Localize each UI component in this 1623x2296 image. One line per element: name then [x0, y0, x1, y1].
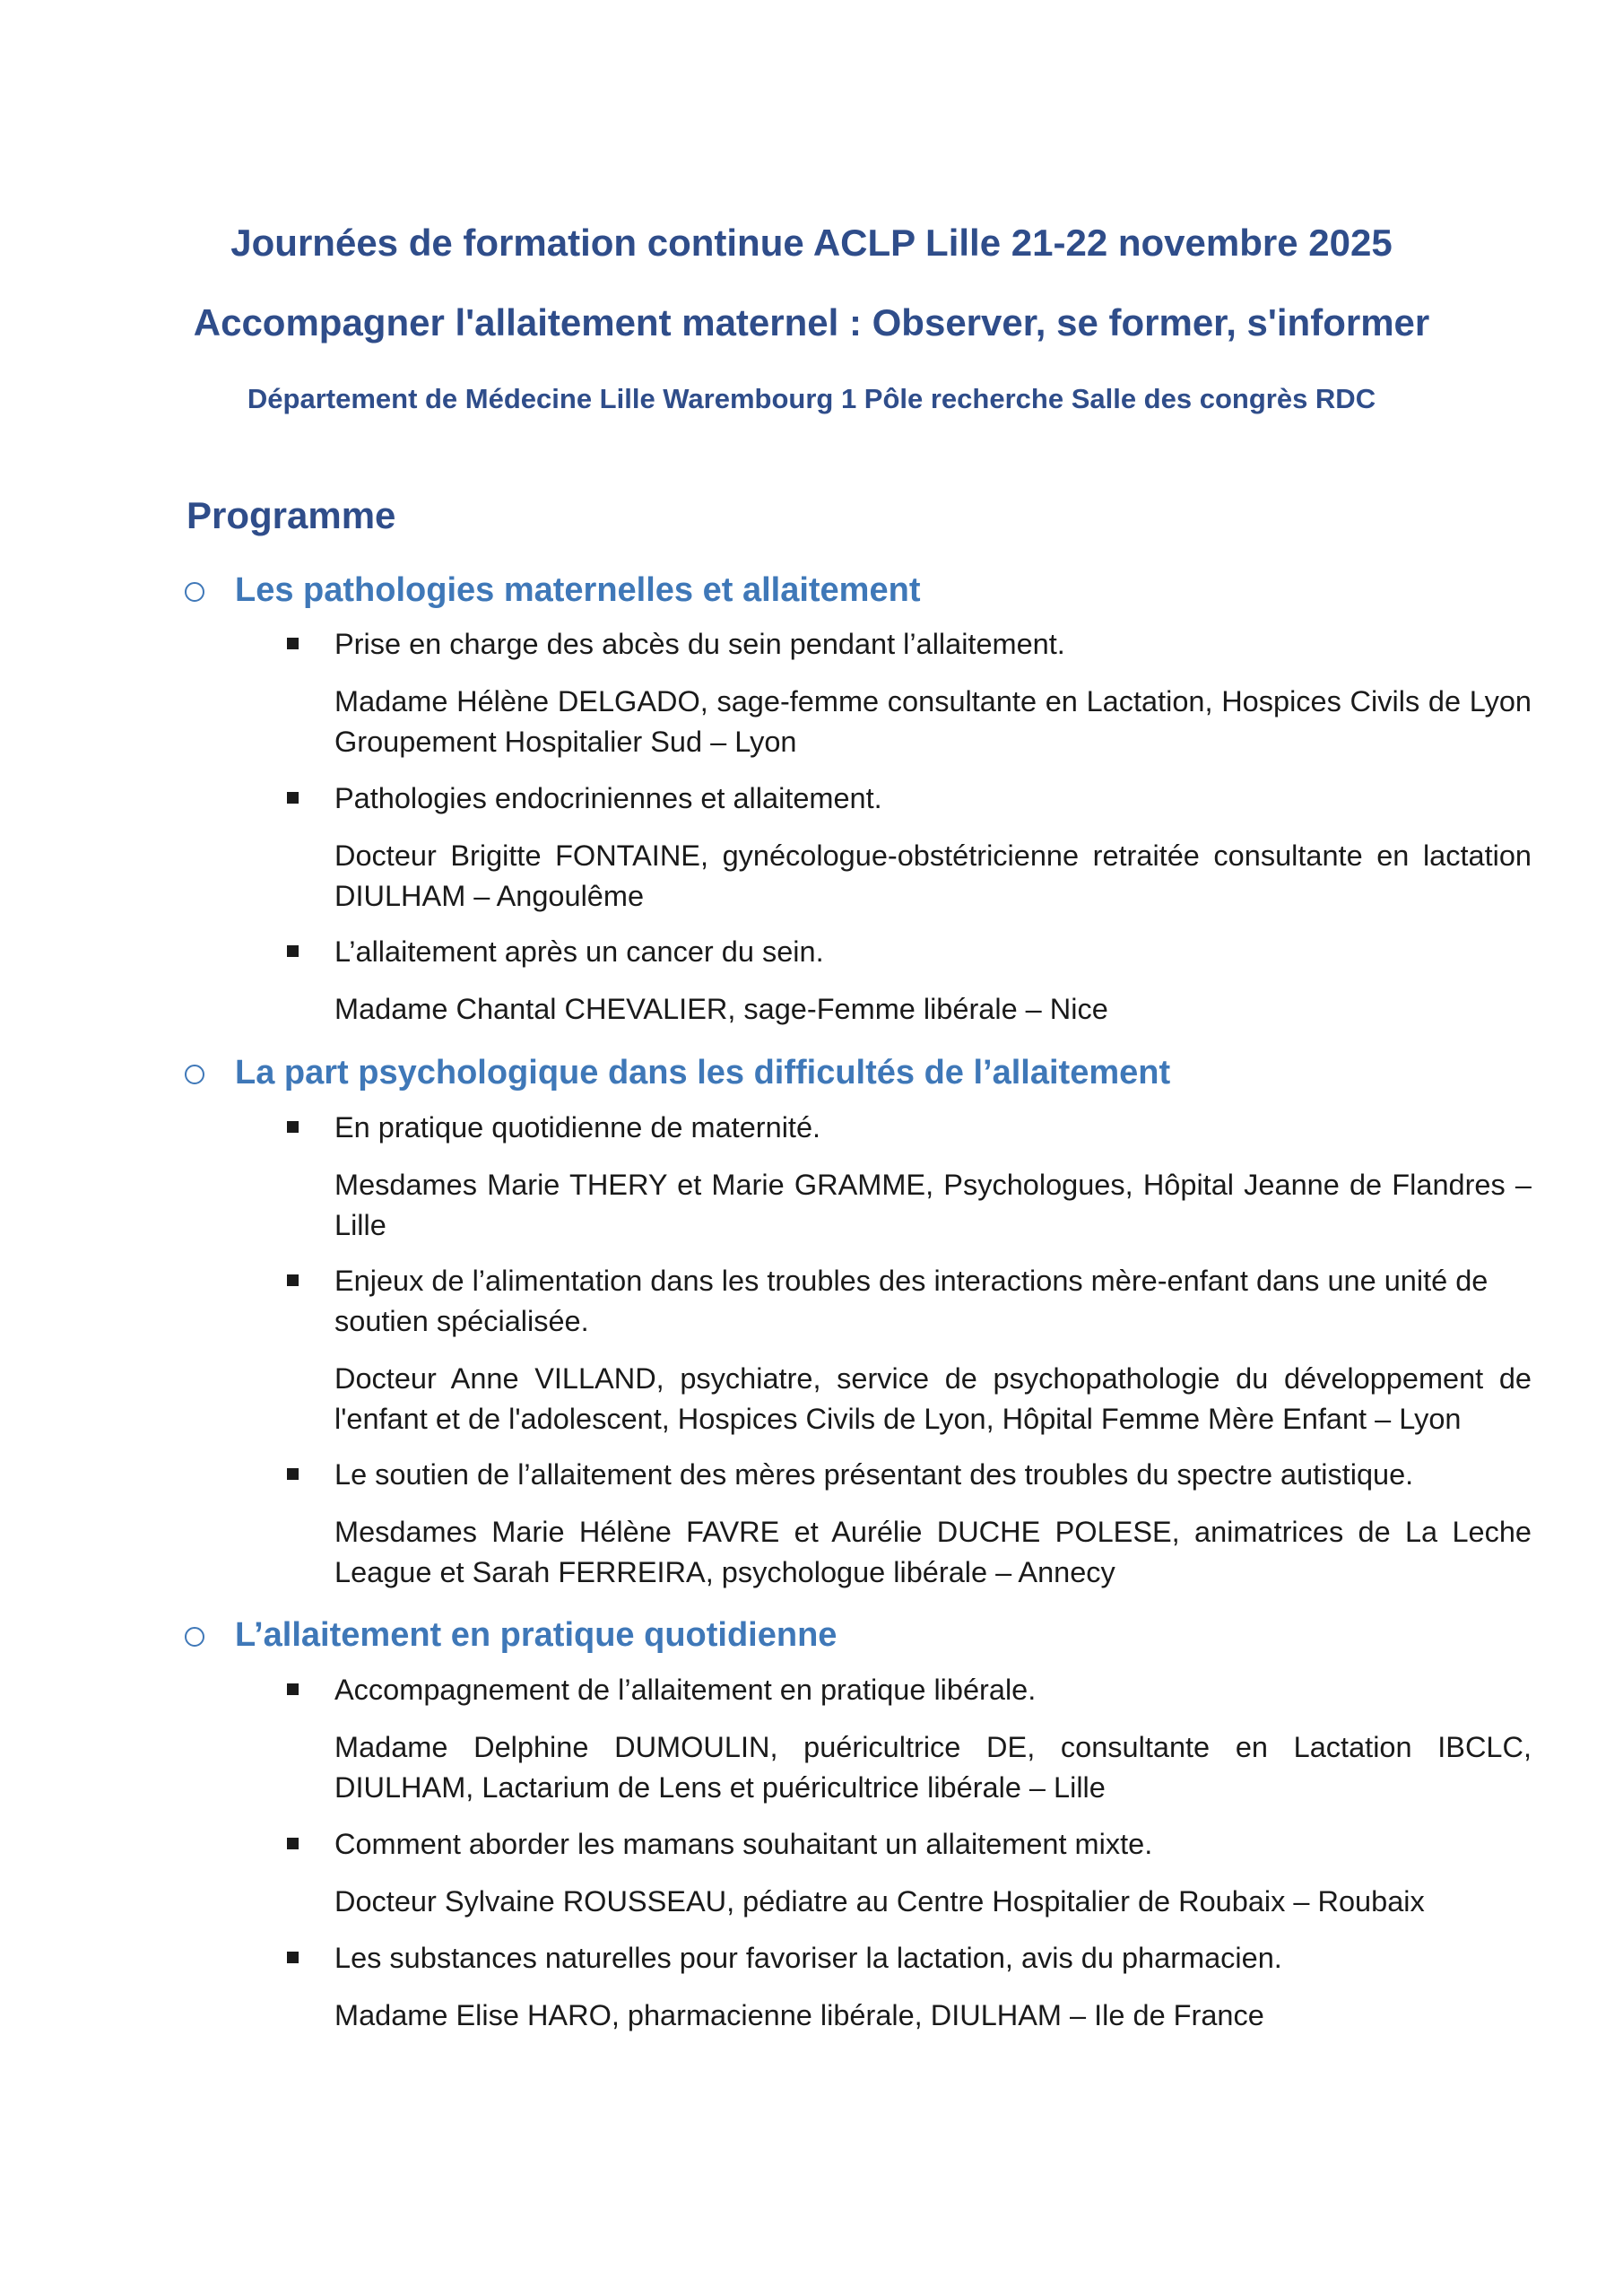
item-bullet-icon [287, 1838, 299, 1849]
session-title: Le soutien de l’allaitement des mères présentant des troubles du spectre autistique. [334, 1458, 1414, 1491]
event-title: Journées de formation continue ACLP Lille 21-22 novembre 2025 [230, 222, 1393, 264]
session-title: Prise en charge des abcès du sein pendant l’allaitement. [334, 628, 1065, 660]
session-title: En pratique quotidienne de maternité. [334, 1111, 821, 1144]
session-title: Enjeux de l’alimentation dans les troubles des interactions mère-enfant dans une unité de soutien spécialisée. [334, 1265, 1488, 1337]
item-bullet-icon [287, 1683, 299, 1695]
item-bullet-icon [287, 638, 299, 649]
item-bullet-icon [287, 792, 299, 804]
event-location: Département de Médecine Lille Warembourg 1 Pôle recherche Salle des congrès RDC [247, 383, 1376, 414]
session-speaker: Mesdames Marie Hélène FAVRE et Aurélie DUCHE POLESE, animatrices de La Leche League et Sarah FERREIRA, psychologue libérale – Annecy [334, 1516, 1532, 1588]
session-speaker: Madame Chantal CHEVALIER, sage-Femme libérale – Nice [334, 993, 1108, 1025]
session-speaker: Mesdames Marie THERY et Marie GRAMME, Psychologues, Hôpital Jeanne de Flandres – Lille [334, 1169, 1532, 1241]
item-bullet-icon [287, 1952, 299, 1963]
item-bullet-icon [287, 1468, 299, 1480]
event-subtitle: Accompagner l'allaitement maternel : Observer, se former, s'informer [193, 301, 1430, 344]
section-bullet-icon [185, 582, 204, 602]
session-title: Les substances naturelles pour favoriser la lactation, avis du pharmacien. [334, 1942, 1282, 1974]
session-title: Comment aborder les mamans souhaitant un allaitement mixte. [334, 1828, 1153, 1860]
item-bullet-icon [287, 1274, 299, 1286]
session-title: Pathologies endocriniennes et allaitement. [334, 782, 882, 814]
session-title: Accompagnement de l’allaitement en pratique libérale. [334, 1674, 1037, 1706]
section-bullet-icon [185, 1065, 204, 1084]
session-title: L’allaitement après un cancer du sein. [334, 935, 824, 968]
session-speaker: Docteur Sylvaine ROUSSEAU, pédiatre au Centre Hospitalier de Roubaix – Roubaix [334, 1885, 1425, 1918]
programme-heading: Programme [187, 494, 396, 536]
section-bullet-icon [185, 1627, 204, 1647]
item-bullet-icon [287, 1121, 299, 1133]
session-speaker: Madame Elise HARO, pharmacienne libérale, DIULHAM – Ile de France [334, 1999, 1264, 2031]
session-speaker: Madame Hélène DELGADO, sage-femme consultante en Lactation, Hospices Civils de Lyon Groupement Hospitalier Sud – Lyon [334, 685, 1532, 758]
section-title: L’allaitement en pratique quotidienne [235, 1616, 838, 1654]
section-title: Les pathologies maternelles et allaitement [235, 571, 921, 609]
item-bullet-icon [287, 945, 299, 957]
session-speaker: Madame Delphine DUMOULIN, puéricultrice DE, consultante en Lactation IBCLC, DIULHAM, Lactarium de Lens et puéricultrice libérale – Lille [334, 1731, 1532, 1804]
session-speaker: Docteur Anne VILLAND, psychiatre, service de psychopathologie du développement de l'enfant et de l'adolescent, Hospices Civils de Lyon, Hôpital Femme Mère Enfant – Lyon [334, 1362, 1532, 1435]
section-title: La part psychologique dans les difficultés de l’allaitement [235, 1054, 1171, 1091]
session-speaker: Docteur Brigitte FONTAINE, gynécologue-obstétricienne retraitée consultante en lactation DIULHAM – Angoulême [334, 839, 1532, 912]
